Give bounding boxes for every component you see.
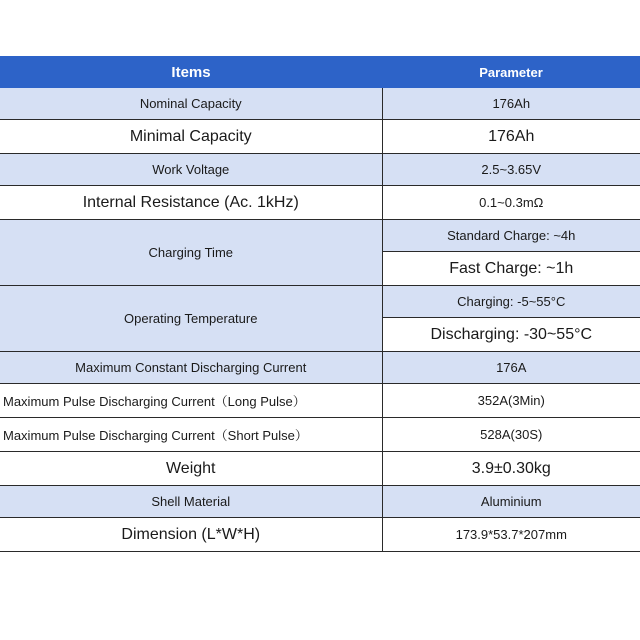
value-cell: Discharging: -30~55°C: [382, 318, 640, 352]
value-cell: 176A: [382, 352, 640, 384]
table-row: [0, 286, 640, 318]
table-row: [0, 452, 640, 486]
table-row: [0, 384, 640, 418]
value-cell: Fast Charge: ~1h: [382, 252, 640, 286]
item-cell: Weight: [0, 452, 382, 486]
value-cell: 173.9*53.7*207mm: [382, 518, 640, 552]
value-cell: 352A(3Min): [382, 384, 640, 418]
table-row: [0, 88, 640, 120]
parameter-header: Parameter: [382, 56, 640, 88]
item-cell: Dimension (L*W*H): [0, 518, 382, 552]
item-cell: Maximum Pulse Discharging Current（Long Pulse）: [0, 384, 382, 418]
value-cell: 0.1~0.3mΩ: [382, 186, 640, 220]
table-row: [0, 120, 640, 154]
table-header-row: [0, 56, 640, 88]
item-cell: Maximum Pulse Discharging Current（Short Pulse）: [0, 418, 382, 452]
specification-table: [0, 56, 640, 552]
table-row: [0, 486, 640, 518]
value-cell: 3.9±0.30kg: [382, 452, 640, 486]
value-cell: 528A(30S): [382, 418, 640, 452]
item-cell: Internal Resistance (Ac. 1kHz): [0, 186, 382, 220]
items-header: Items: [0, 56, 382, 88]
item-cell: Operating Temperature: [0, 286, 382, 352]
table-row: [0, 220, 640, 252]
item-cell: Shell Material: [0, 486, 382, 518]
value-cell: 176Ah: [382, 88, 640, 120]
item-cell: Minimal Capacity: [0, 120, 382, 154]
item-cell: Work Voltage: [0, 154, 382, 186]
table-row: [0, 154, 640, 186]
table-row: [0, 352, 640, 384]
value-cell: Standard Charge: ~4h: [382, 220, 640, 252]
value-cell: 176Ah: [382, 120, 640, 154]
value-cell: Aluminium: [382, 486, 640, 518]
value-cell: 2.5~3.65V: [382, 154, 640, 186]
table-row: [0, 186, 640, 220]
item-cell: Maximum Constant Discharging Current: [0, 352, 382, 384]
value-cell: Charging: -5~55°C: [382, 286, 640, 318]
table-row: [0, 518, 640, 552]
item-cell: Charging Time: [0, 220, 382, 286]
table-row: [0, 418, 640, 452]
item-cell: Nominal Capacity: [0, 88, 382, 120]
